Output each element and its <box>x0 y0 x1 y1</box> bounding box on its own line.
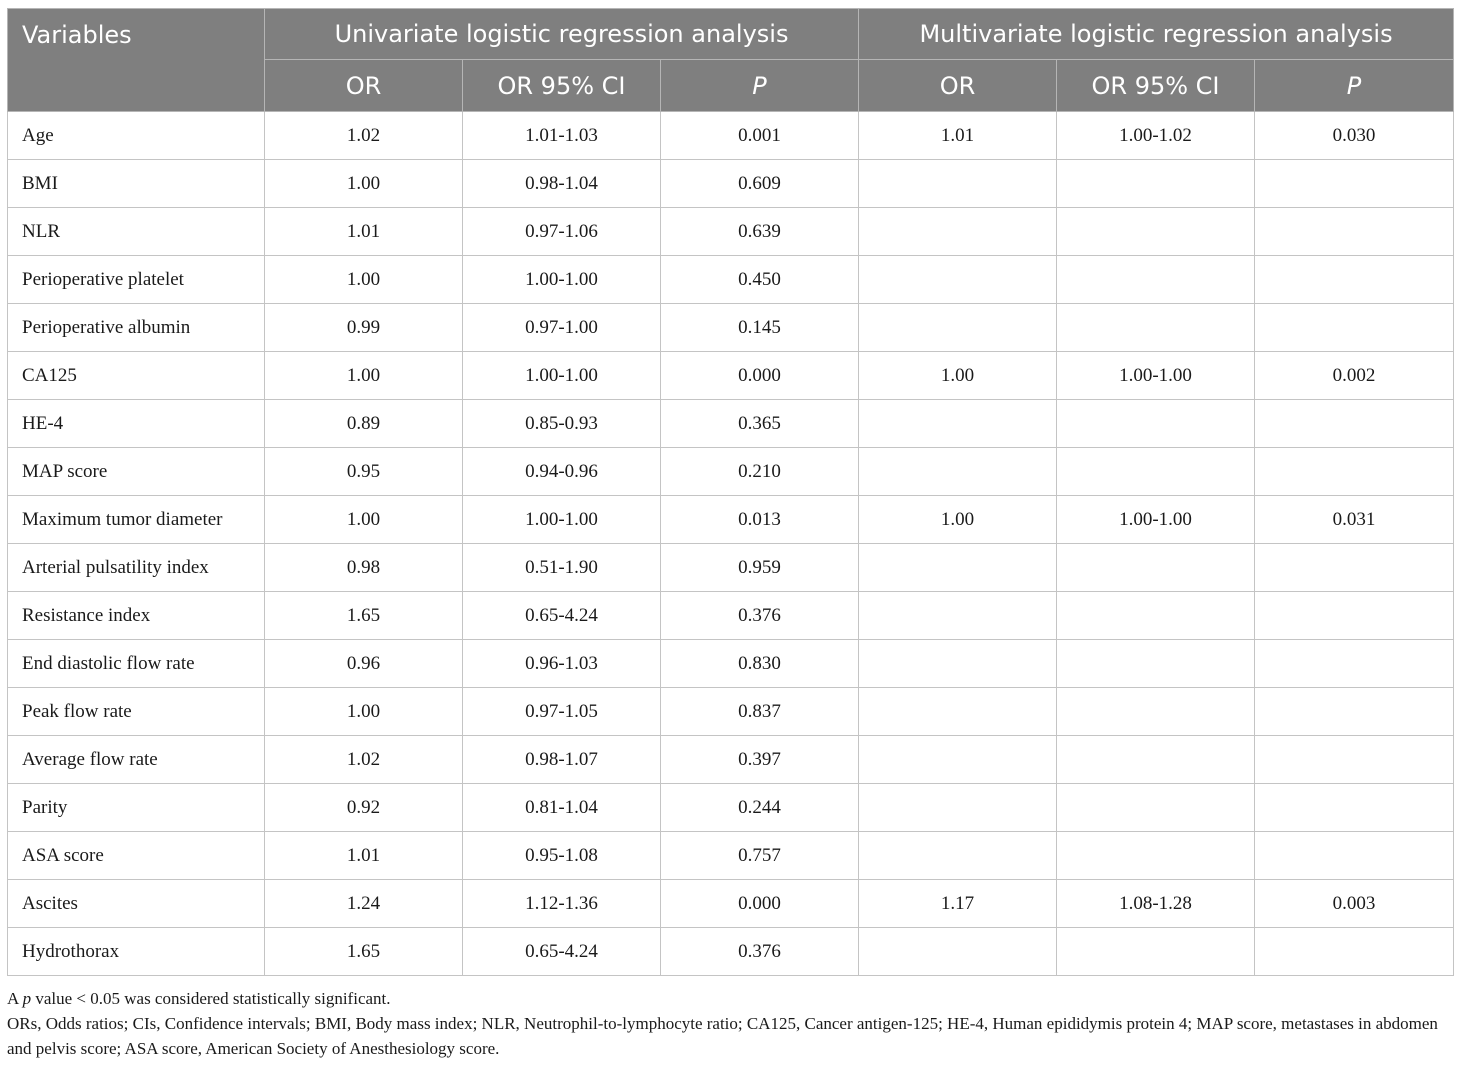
table-row <box>8 544 1454 592</box>
header-univariate: Univariate logistic regression analysis <box>265 9 859 60</box>
cell-uni-or: 0.96 <box>265 640 463 688</box>
table-row <box>8 496 1454 544</box>
table-row <box>8 784 1454 832</box>
cell-uni-p: 0.001 <box>661 112 859 160</box>
significance-p: p <box>22 989 32 1008</box>
cell-uni-or: 1.00 <box>265 352 463 400</box>
table-row <box>8 208 1454 256</box>
significance-prefix: A <box>7 989 23 1008</box>
cell-uni-or: 1.00 <box>265 160 463 208</box>
cell-uni-ci: 0.65-4.24 <box>463 928 661 976</box>
cell-multi-or <box>859 304 1057 352</box>
cell-uni-p: 0.837 <box>661 688 859 736</box>
cell-uni-p: 0.210 <box>661 448 859 496</box>
table-row <box>8 688 1454 736</box>
cell-uni-p: 0.757 <box>661 832 859 880</box>
cell-uni-ci: 0.81-1.04 <box>463 784 661 832</box>
cell-uni-or: 0.98 <box>265 544 463 592</box>
cell-multi-or <box>859 208 1057 256</box>
cell-multi-p <box>1255 304 1454 352</box>
cell-uni-ci: 1.00-1.00 <box>463 496 661 544</box>
cell-uni-or: 1.01 <box>265 208 463 256</box>
cell-uni-p: 0.000 <box>661 880 859 928</box>
cell-multi-or <box>859 544 1057 592</box>
table-body <box>8 112 1454 976</box>
table-row <box>8 736 1454 784</box>
cell-uni-ci: 0.97-1.05 <box>463 688 661 736</box>
cell-uni-or: 0.99 <box>265 304 463 352</box>
cell-uni-p: 0.397 <box>661 736 859 784</box>
cell-variable: Average flow rate <box>8 736 265 784</box>
table-row <box>8 928 1454 976</box>
cell-uni-or: 1.65 <box>265 592 463 640</box>
cell-multi-p: 0.031 <box>1255 496 1454 544</box>
cell-uni-p: 0.244 <box>661 784 859 832</box>
cell-multi-or <box>859 256 1057 304</box>
cell-multi-ci <box>1057 160 1255 208</box>
cell-multi-p <box>1255 832 1454 880</box>
cell-uni-ci: 0.97-1.06 <box>463 208 661 256</box>
cell-multi-or: 1.00 <box>859 352 1057 400</box>
cell-multi-ci <box>1057 736 1255 784</box>
cell-uni-p: 0.013 <box>661 496 859 544</box>
cell-uni-p: 0.609 <box>661 160 859 208</box>
cell-multi-p: 0.002 <box>1255 352 1454 400</box>
cell-variable: ASA score <box>8 832 265 880</box>
cell-multi-p: 0.030 <box>1255 112 1454 160</box>
table-row <box>8 256 1454 304</box>
cell-uni-ci: 1.01-1.03 <box>463 112 661 160</box>
cell-uni-ci: 0.95-1.08 <box>463 832 661 880</box>
cell-uni-p: 0.376 <box>661 928 859 976</box>
cell-uni-or: 1.02 <box>265 112 463 160</box>
cell-uni-p: 0.450 <box>661 256 859 304</box>
cell-multi-ci <box>1057 448 1255 496</box>
regression-table <box>7 8 1454 976</box>
table-row <box>8 304 1454 352</box>
cell-uni-ci: 0.85-0.93 <box>463 400 661 448</box>
cell-variable: Perioperative platelet <box>8 256 265 304</box>
cell-uni-ci: 0.51-1.90 <box>463 544 661 592</box>
cell-uni-ci: 1.00-1.00 <box>463 352 661 400</box>
header-row-groups <box>8 9 1454 60</box>
cell-multi-p <box>1255 640 1454 688</box>
cell-uni-or: 0.92 <box>265 784 463 832</box>
table-row <box>8 832 1454 880</box>
cell-uni-or: 1.00 <box>265 256 463 304</box>
table-row <box>8 400 1454 448</box>
cell-variable: Perioperative albumin <box>8 304 265 352</box>
cell-variable: Resistance index <box>8 592 265 640</box>
cell-variable: Arterial pulsatility index <box>8 544 265 592</box>
cell-variable: Parity <box>8 784 265 832</box>
cell-uni-p: 0.376 <box>661 592 859 640</box>
cell-multi-or <box>859 400 1057 448</box>
cell-uni-or: 1.00 <box>265 496 463 544</box>
cell-multi-p <box>1255 208 1454 256</box>
cell-multi-or: 1.17 <box>859 880 1057 928</box>
cell-uni-ci: 0.96-1.03 <box>463 640 661 688</box>
cell-uni-or: 1.01 <box>265 832 463 880</box>
abbreviations-note: ORs, Odds ratios; CIs, Confidence intervals; BMI, Body mass index; NLR, Neutrophil-to-lymphocyte ratio; CA125, Cancer antigen-125; HE-4, Human epididymis protein 4; MAP score, metastases in abdomen and pelvis score; ASA score, American Society of Anesthesiology score. <box>7 1014 1438 1058</box>
cell-uni-ci: 0.97-1.00 <box>463 304 661 352</box>
cell-multi-or <box>859 640 1057 688</box>
table-row <box>8 640 1454 688</box>
cell-uni-or: 1.00 <box>265 688 463 736</box>
table-row <box>8 880 1454 928</box>
cell-variable: End diastolic flow rate <box>8 640 265 688</box>
header-multi-p: P <box>1255 60 1454 112</box>
table-row <box>8 592 1454 640</box>
cell-multi-or <box>859 688 1057 736</box>
header-multi-ci: OR 95% CI <box>1057 60 1255 112</box>
cell-uni-ci: 1.12-1.36 <box>463 880 661 928</box>
cell-multi-ci <box>1057 592 1255 640</box>
cell-multi-or <box>859 160 1057 208</box>
cell-multi-or: 1.01 <box>859 112 1057 160</box>
cell-uni-p: 0.830 <box>661 640 859 688</box>
cell-variable: HE-4 <box>8 400 265 448</box>
significance-note <box>7 986 1453 1011</box>
table-row <box>8 448 1454 496</box>
cell-variable: Age <box>8 112 265 160</box>
cell-variable: Maximum tumor diameter <box>8 496 265 544</box>
cell-multi-or <box>859 448 1057 496</box>
cell-multi-p <box>1255 592 1454 640</box>
cell-multi-ci <box>1057 304 1255 352</box>
header-uni-or: OR <box>265 60 463 112</box>
cell-uni-p: 0.145 <box>661 304 859 352</box>
cell-multi-or <box>859 736 1057 784</box>
header-multivariate: Multivariate logistic regression analysis <box>859 9 1454 60</box>
cell-multi-p <box>1255 736 1454 784</box>
cell-variable: Ascites <box>8 880 265 928</box>
cell-multi-ci <box>1057 832 1255 880</box>
cell-multi-ci <box>1057 208 1255 256</box>
cell-uni-p: 0.639 <box>661 208 859 256</box>
cell-multi-ci: 1.08-1.28 <box>1057 880 1255 928</box>
cell-uni-or: 1.65 <box>265 928 463 976</box>
cell-variable: BMI <box>8 160 265 208</box>
cell-uni-ci: 0.98-1.07 <box>463 736 661 784</box>
cell-multi-ci <box>1057 400 1255 448</box>
cell-multi-or <box>859 592 1057 640</box>
table-row <box>8 112 1454 160</box>
regression-table-container <box>7 8 1453 976</box>
header-variables: Variables <box>8 9 265 112</box>
cell-multi-or <box>859 928 1057 976</box>
cell-uni-or: 0.89 <box>265 400 463 448</box>
header-multi-or: OR <box>859 60 1057 112</box>
cell-uni-or: 1.02 <box>265 736 463 784</box>
cell-multi-ci: 1.00-1.02 <box>1057 112 1255 160</box>
cell-multi-p: 0.003 <box>1255 880 1454 928</box>
cell-variable: CA125 <box>8 352 265 400</box>
cell-uni-ci: 0.94-0.96 <box>463 448 661 496</box>
cell-variable: NLR <box>8 208 265 256</box>
cell-multi-ci <box>1057 544 1255 592</box>
cell-multi-or <box>859 784 1057 832</box>
cell-multi-or <box>859 832 1057 880</box>
cell-uni-p: 0.000 <box>661 352 859 400</box>
cell-uni-ci: 1.00-1.00 <box>463 256 661 304</box>
cell-multi-ci <box>1057 256 1255 304</box>
cell-multi-p <box>1255 928 1454 976</box>
cell-multi-p <box>1255 688 1454 736</box>
cell-multi-ci: 1.00-1.00 <box>1057 496 1255 544</box>
table-footnotes <box>7 986 1453 1061</box>
cell-variable: Hydrothorax <box>8 928 265 976</box>
cell-multi-p <box>1255 544 1454 592</box>
header-uni-ci: OR 95% CI <box>463 60 661 112</box>
cell-uni-ci: 0.98-1.04 <box>463 160 661 208</box>
cell-variable: Peak flow rate <box>8 688 265 736</box>
cell-multi-ci <box>1057 688 1255 736</box>
header-uni-p: P <box>661 60 859 112</box>
cell-multi-p <box>1255 784 1454 832</box>
cell-multi-ci <box>1057 784 1255 832</box>
cell-uni-p: 0.959 <box>661 544 859 592</box>
table-row <box>8 352 1454 400</box>
cell-multi-p <box>1255 160 1454 208</box>
cell-multi-p <box>1255 400 1454 448</box>
cell-multi-ci <box>1057 928 1255 976</box>
cell-uni-or: 0.95 <box>265 448 463 496</box>
cell-uni-ci: 0.65-4.24 <box>463 592 661 640</box>
cell-uni-p: 0.365 <box>661 400 859 448</box>
cell-multi-p <box>1255 448 1454 496</box>
cell-multi-or: 1.00 <box>859 496 1057 544</box>
cell-multi-ci <box>1057 640 1255 688</box>
table-row <box>8 160 1454 208</box>
cell-uni-or: 1.24 <box>265 880 463 928</box>
cell-multi-ci: 1.00-1.00 <box>1057 352 1255 400</box>
cell-multi-p <box>1255 256 1454 304</box>
significance-suffix: value < 0.05 was considered statistically significant. <box>31 989 391 1008</box>
cell-variable: MAP score <box>8 448 265 496</box>
